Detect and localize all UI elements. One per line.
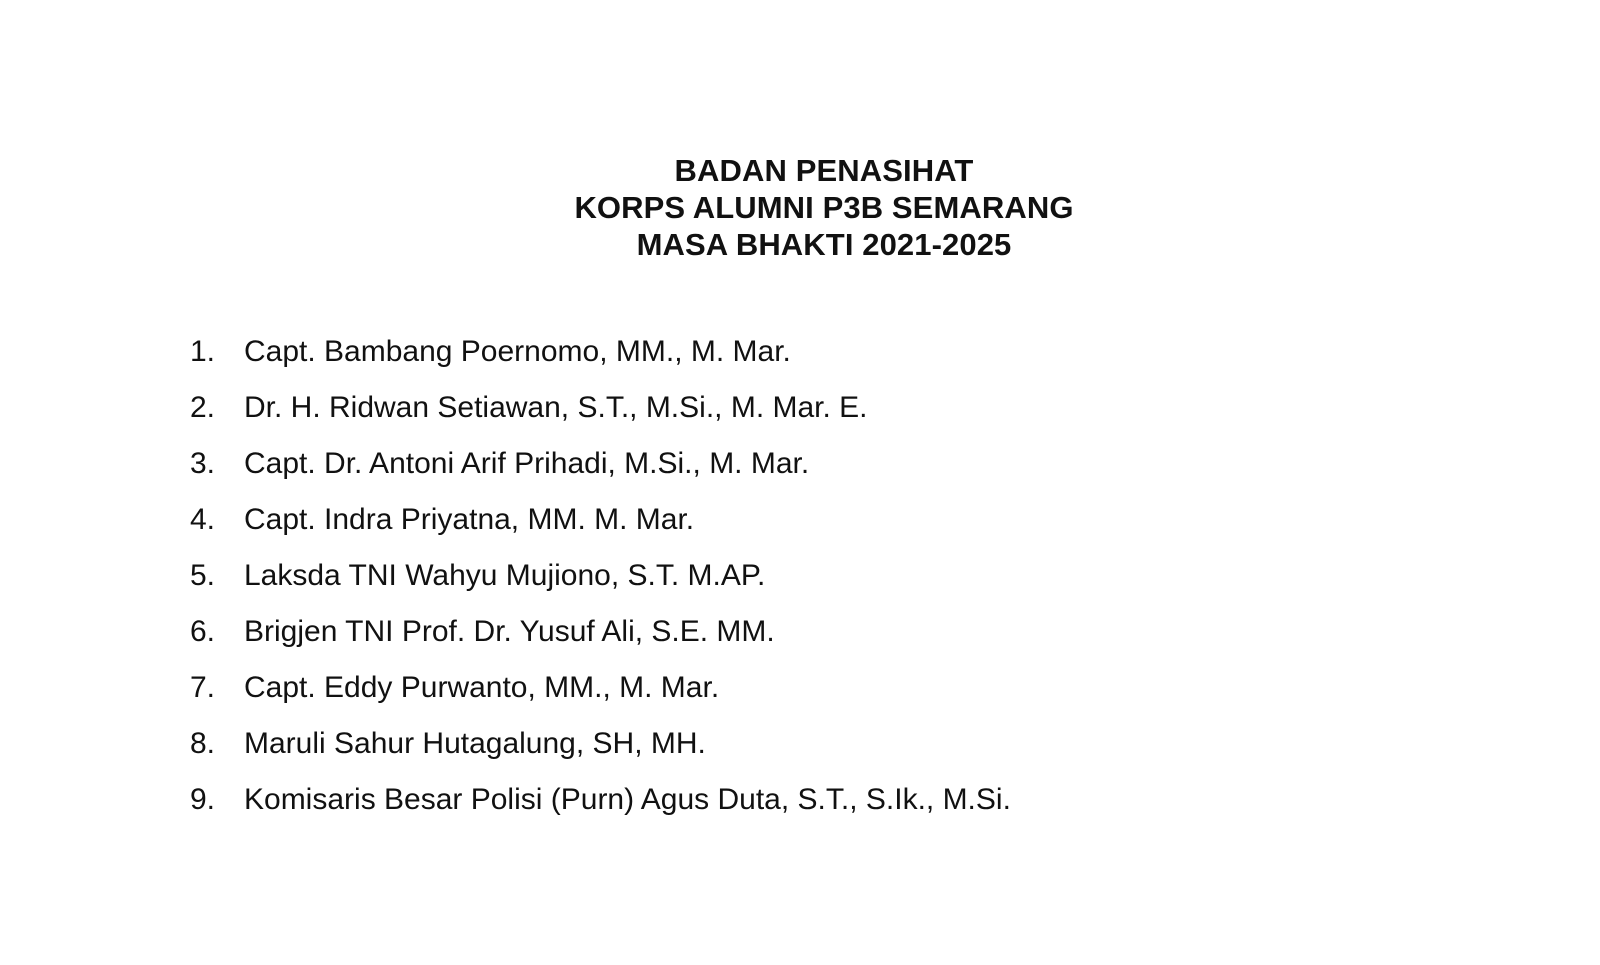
list-item-number: 5.	[190, 559, 216, 592]
list-item-name: Capt. Eddy Purwanto, MM., M. Mar.	[244, 671, 720, 704]
member-list	[190, 330, 1011, 834]
list-item	[190, 610, 1011, 666]
list-item	[190, 666, 1011, 722]
list-item-name: Capt. Bambang Poernomo, MM., M. Mar.	[244, 335, 791, 368]
list-item	[190, 554, 1011, 610]
list-item-name: Komisaris Besar Polisi (Purn) Agus Duta, S.T., S.Ik., M.Si.	[244, 783, 1011, 816]
document-title	[0, 152, 1600, 263]
list-item-number: 7.	[190, 671, 216, 704]
list-item-number: 6.	[190, 615, 216, 648]
list-item-name: Maruli Sahur Hutagalung, SH, MH.	[244, 727, 706, 760]
list-item-name: Dr. H. Ridwan Setiawan, S.T., M.Si., M. Mar. E.	[244, 391, 868, 424]
list-item-number: 3.	[190, 447, 216, 480]
list-item-name: Laksda TNI Wahyu Mujiono, S.T. M.AP.	[244, 559, 766, 592]
list-item	[190, 330, 1011, 386]
title-line-3: MASA BHAKTI 2021-2025	[636, 227, 1012, 262]
list-item-number: 1.	[190, 335, 216, 368]
list-item-number: 2.	[190, 391, 216, 424]
list-item-number: 8.	[190, 727, 216, 760]
list-item	[190, 778, 1011, 834]
list-item-number: 9.	[190, 783, 216, 816]
title-line-2: KORPS ALUMNI P3B SEMARANG	[574, 190, 1074, 225]
list-item-name: Capt. Indra Priyatna, MM. M. Mar.	[244, 503, 695, 536]
list-item-number: 4.	[190, 503, 216, 536]
list-item	[190, 498, 1011, 554]
list-item-name: Brigjen TNI Prof. Dr. Yusuf Ali, S.E. MM.	[244, 615, 775, 648]
list-item-name: Capt. Dr. Antoni Arif Prihadi, M.Si., M. Mar.	[244, 447, 810, 480]
title-line-1: BADAN PENASIHAT	[674, 153, 974, 188]
list-item	[190, 442, 1011, 498]
list-item	[190, 386, 1011, 442]
list-item	[190, 722, 1011, 778]
